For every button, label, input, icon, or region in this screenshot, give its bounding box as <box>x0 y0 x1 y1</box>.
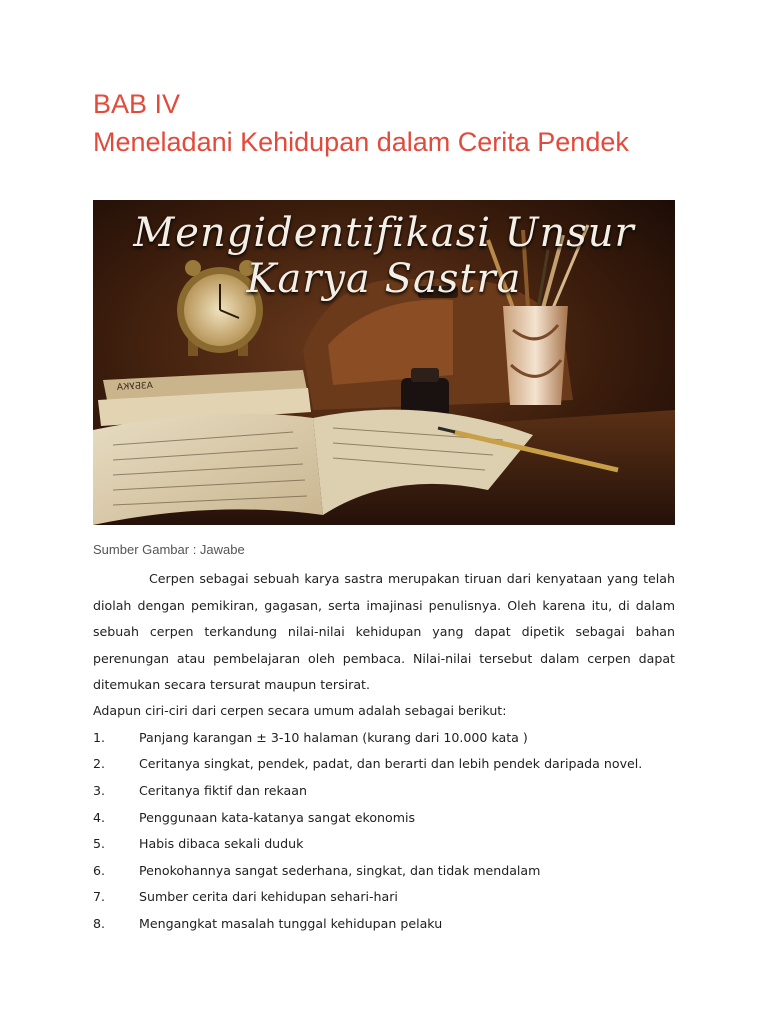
characteristics-list <box>93 724 693 937</box>
list-item <box>93 804 693 831</box>
banner-text: Mengidentifikasi Unsur Karya Sastra <box>133 210 635 302</box>
list-number: 3. <box>93 782 106 798</box>
list-item <box>93 857 693 884</box>
list-item <box>93 724 693 751</box>
chapter-label: BAB IV <box>93 89 181 119</box>
chapter-title: Meneladani Kehidupan dalam Cerita Pendek <box>93 127 629 157</box>
list-item <box>93 830 693 857</box>
list-intro: Adapun ciri-ciri dari cerpen secara umum adalah sebagai berikut: <box>93 703 507 718</box>
list-item <box>93 910 693 937</box>
list-text: Penggunaan kata-katanya sangat ekonomis <box>139 809 416 825</box>
list-number: 6. <box>93 862 106 878</box>
illustration-image <box>93 200 675 525</box>
list-text: Habis dibaca sekali duduk <box>139 836 304 852</box>
list-item <box>93 751 693 778</box>
list-number: 8. <box>93 915 106 931</box>
list-number: 2. <box>93 756 106 772</box>
list-number: 5. <box>93 836 106 852</box>
list-number: 4. <box>93 809 106 825</box>
book-spine-text: АЗБУКА <box>116 381 154 393</box>
list-item <box>93 884 693 911</box>
image-caption: Sumber Gambar : Jawabe <box>93 542 245 557</box>
list-text: Penokohannya sangat sederhana, singkat, dan tidak mendalam <box>139 862 541 878</box>
list-text: Panjang karangan ± 3-10 halaman (kurang dari 10.000 kata ) <box>139 729 528 745</box>
list-number: 7. <box>93 889 106 905</box>
list-text: Ceritanya singkat, pendek, padat, dan berarti dan lebih pendek daripada novel. <box>139 756 643 772</box>
body-paragraph: Cerpen sebagai sebuah karya sastra merupakan tiruan dari kenyataan yang telah diolah dengan pemikiran, gagasan, serta imajinasi penulisnya. Oleh karena itu, di dalam sebuah cerpen terkandung nilai-nilai kehidupan yang dapat dipetik sebagai bahan perenungan atau pembelajaran oleh pembaca. Nilai-nilai tersebut dalam cerpen dapat ditemukan secara tersurat maupun tersirat. <box>93 571 675 693</box>
list-text: Mengangkat masalah tunggal kehidupan pelaku <box>139 915 443 931</box>
list-text: Sumber cerita dari kehidupan sehari-hari <box>139 889 398 905</box>
list-number: 1. <box>93 729 106 745</box>
list-text: Ceritanya fiktif dan rekaan <box>139 782 307 798</box>
list-item <box>93 777 693 804</box>
